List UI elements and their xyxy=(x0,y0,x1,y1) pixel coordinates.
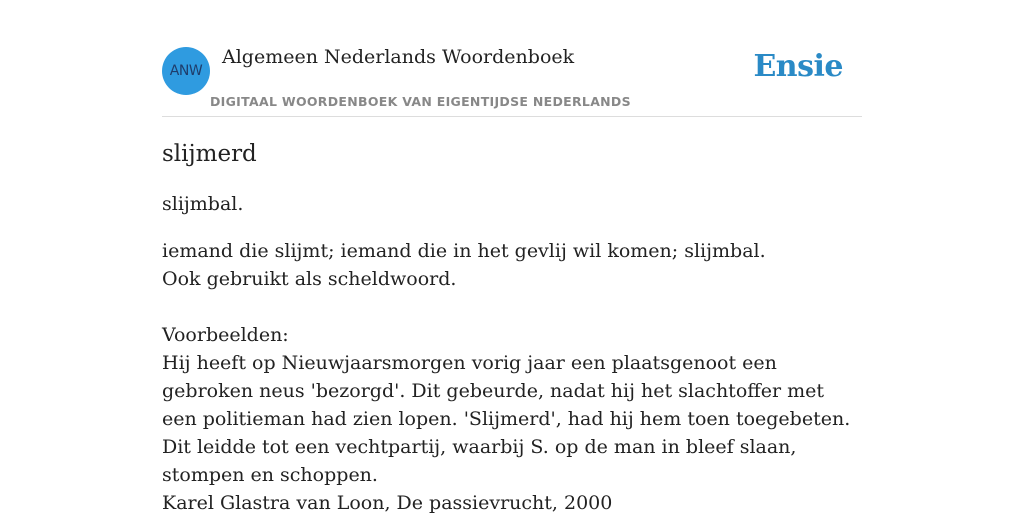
definition-line: iemand die slijmt; iemand die in het gevlij wil komen; slijmbal. xyxy=(162,240,766,262)
site-title[interactable]: Algemeen Nederlands Woordenboek xyxy=(222,46,575,68)
examples-label: Voorbeelden: xyxy=(162,324,289,346)
entry-content xyxy=(162,138,852,517)
example-text: Hij heeft op Nieuwjaarsmorgen vorig jaar een plaatsgenoot een gebroken neus 'bezorgd'. Dit gebeurde, nadat hij het slachtoffer met een politieman had zien lopen. 'Slijmerd', had hij hem toen toegebeten. Dit leidde tot een vechtpartij, waarbij S. op de man in bleef slaan, stompen en schoppen. xyxy=(162,352,851,486)
headword: slijmerd xyxy=(162,141,257,167)
example-source: Karel Glastra van Loon, De passievrucht, 2000 xyxy=(162,492,613,514)
definition xyxy=(162,237,852,517)
definition-note: Ook gebruikt als scheldwoord. xyxy=(162,268,457,290)
spacer xyxy=(162,293,852,321)
anw-logo[interactable]: ANW xyxy=(162,47,210,95)
ensie-brand-link[interactable]: Ensie xyxy=(753,49,843,84)
site-header xyxy=(162,44,862,117)
site-subtitle: DIGITAAL WOORDENBOEK VAN EIGENTIJDSE NEDERLANDS xyxy=(210,94,631,109)
short-definition: slijmbal. xyxy=(162,193,244,215)
